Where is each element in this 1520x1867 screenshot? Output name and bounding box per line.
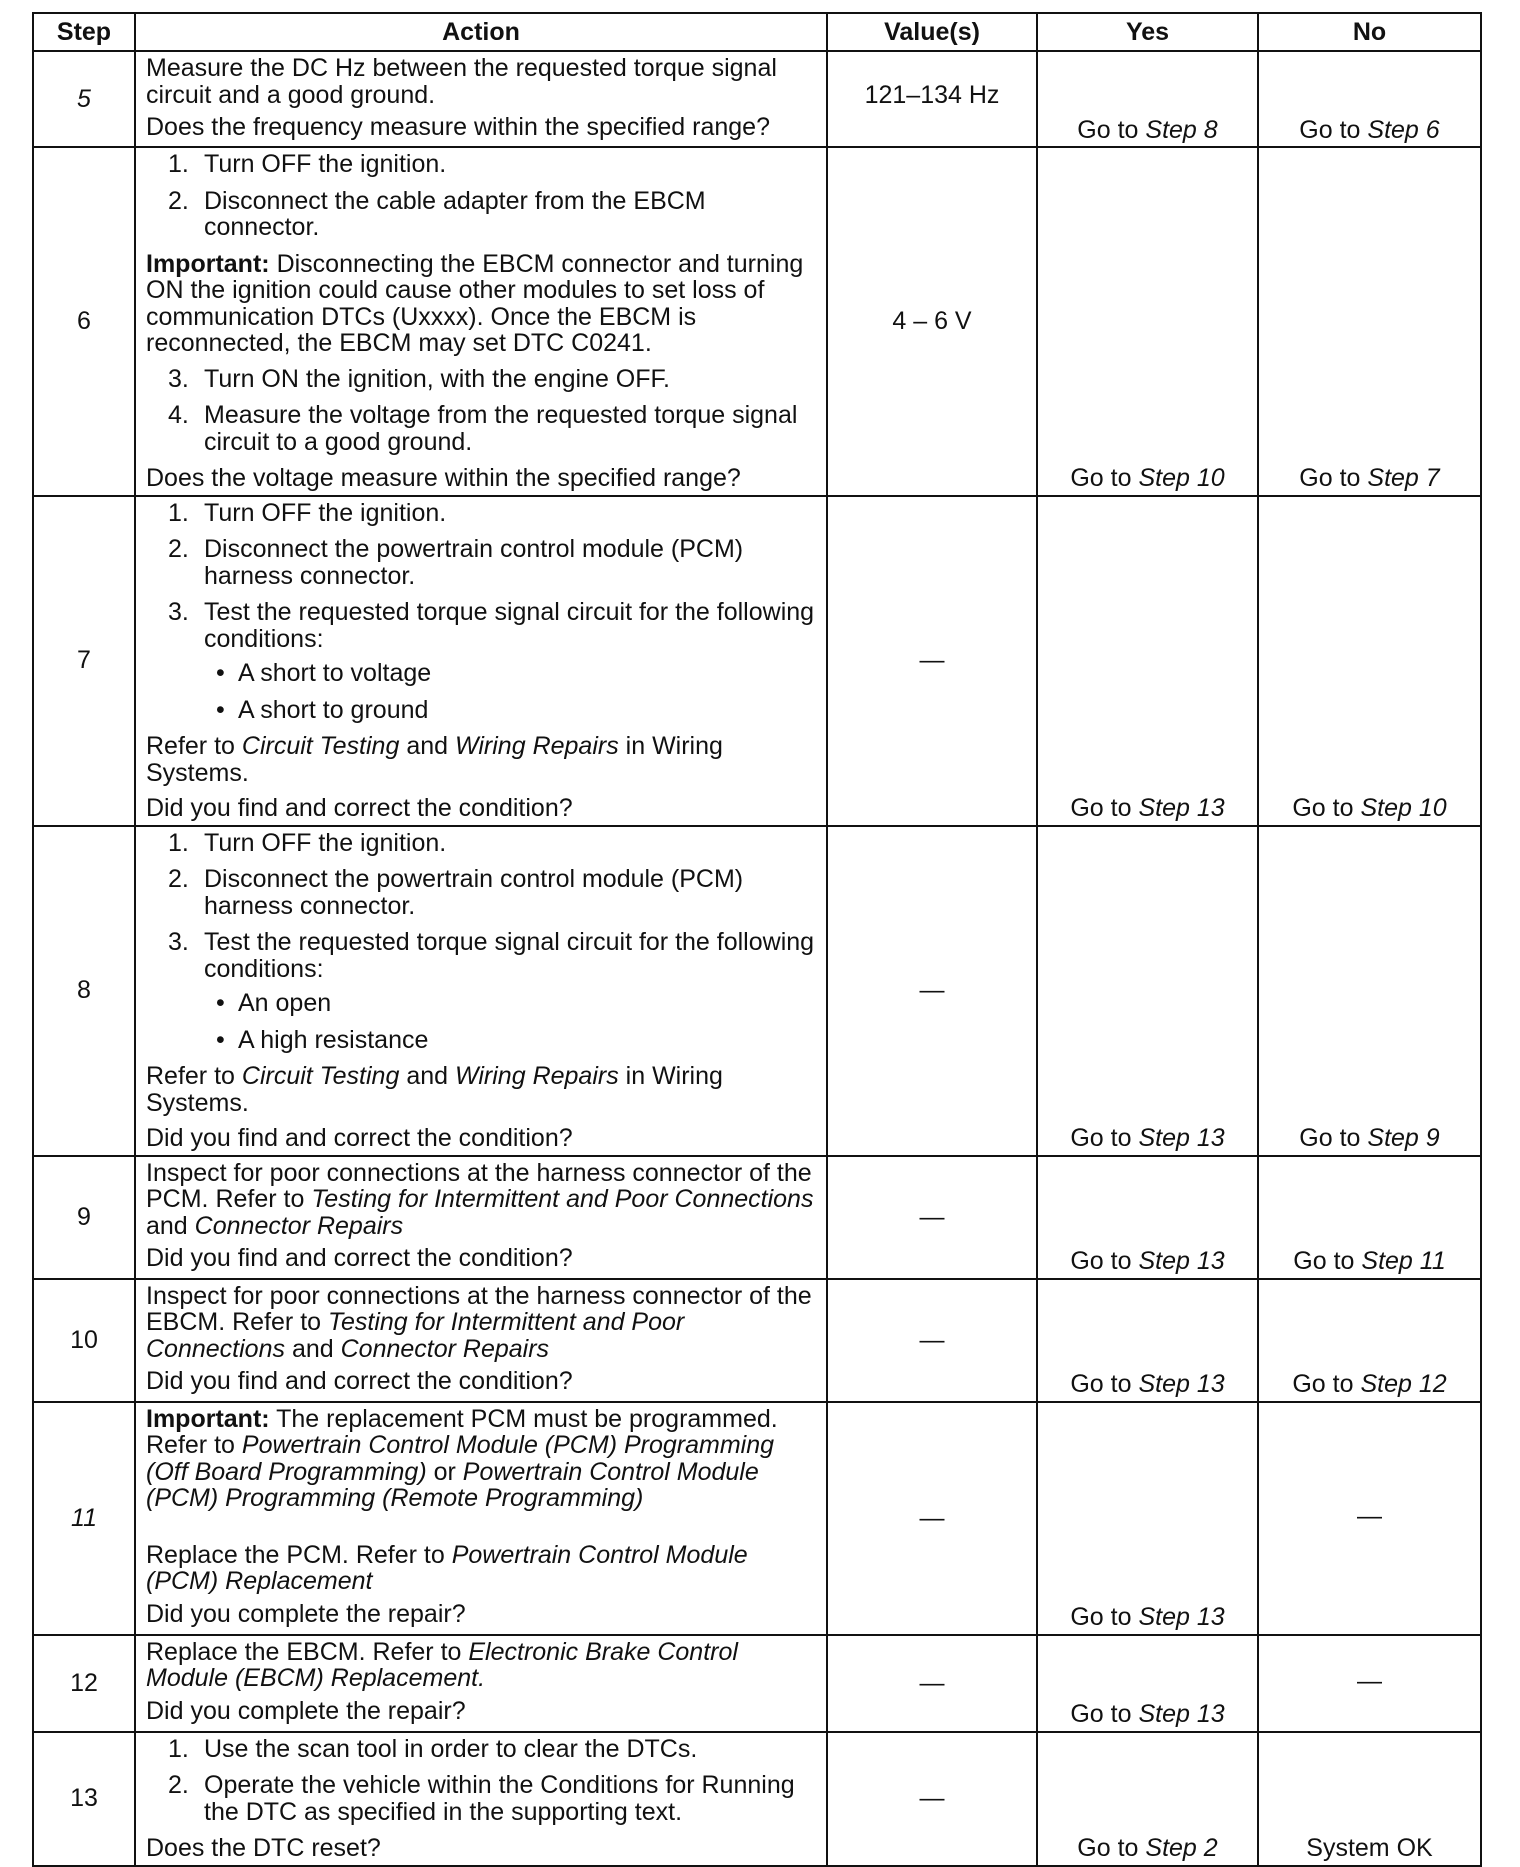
value-cell: —: [827, 1279, 1037, 1402]
list-item: • A short to ground: [216, 695, 429, 724]
value-cell: —: [827, 496, 1037, 826]
action-text: Replace the EBCM. Refer to Electronic Brake Control Module (EBCM) Replacement.: [146, 1637, 738, 1692]
action-question: Did you find and correct the condition?: [146, 1124, 573, 1152]
table-row: [33, 1156, 1481, 1279]
yes-step-link[interactable]: Step 10: [1138, 464, 1225, 492]
step-number: 11: [33, 1402, 135, 1635]
header-row: [33, 13, 1481, 51]
circuit-testing-link[interactable]: Circuit Testing: [241, 732, 400, 760]
list-item: 4. Measure the voltage from the requested torque signal circuit to a good ground.: [168, 401, 798, 456]
ebcm-replacement-link[interactable]: Electronic Brake Control Module (EBCM) Replacement.: [146, 1637, 738, 1692]
action-question: Does the frequency measure within the specified range?: [146, 113, 770, 141]
yes-step-link[interactable]: Step 2: [1145, 1834, 1218, 1862]
circuit-testing-link[interactable]: Circuit Testing: [241, 1062, 400, 1090]
yes-cell: Go to Step 10: [1037, 147, 1258, 496]
action-question: Did you find and correct the condition?: [146, 1244, 573, 1272]
no-cell: —: [1258, 1402, 1481, 1635]
list-item: • An open: [216, 989, 332, 1017]
wiring-repairs-link[interactable]: Wiring Repairs: [455, 732, 619, 760]
no-cell: Go to Step 12: [1258, 1279, 1481, 1402]
value-cell: —: [827, 1732, 1037, 1866]
list-item: 1. Turn OFF the ignition.: [168, 150, 447, 178]
action-text: Inspect for poor connections at the harness connector of the PCM. Refer to Testing for Intermittent and Poor Connections and Connector Repairs: [146, 1158, 814, 1240]
action-cell: [135, 1402, 827, 1635]
no-step-link[interactable]: Step 10: [1360, 794, 1447, 822]
go-to-label: Go to: [1299, 115, 1361, 144]
pcm-replacement-link[interactable]: Powertrain Control Module (PCM) Replacement: [146, 1540, 748, 1595]
value-cell: —: [827, 1402, 1037, 1635]
wiring-repairs-link[interactable]: Wiring Repairs: [455, 1062, 619, 1090]
no-cell: —: [1258, 1635, 1481, 1732]
list-item: 3. Turn ON the ignition, with the engine OFF.: [168, 364, 670, 393]
procedure-list: [146, 366, 818, 456]
intermittent-testing-link[interactable]: Testing for Intermittent and Poor Connections: [311, 1185, 814, 1213]
refer-text: Refer to Circuit Testing and Wiring Repairs in Wiring Systems.: [146, 1062, 723, 1117]
yes-step-link[interactable]: Step 13: [1138, 1700, 1225, 1728]
step-number: 9: [33, 1156, 135, 1279]
pcm-programming-offboard-link[interactable]: Powertrain Control Module (PCM) Programming (Off Board Programming): [146, 1431, 775, 1486]
pcm-programming-remote-link[interactable]: Powertrain Control Module (PCM) Programming (Remote Programming): [146, 1457, 759, 1512]
condition-list: [204, 660, 818, 723]
action-cell: [135, 147, 827, 496]
table-row: [33, 496, 1481, 826]
yes-cell: [1037, 51, 1258, 147]
list-item: 2. Disconnect the cable adapter from the EBCM connector.: [168, 186, 706, 241]
action-question: Does the voltage measure within the specified range?: [146, 464, 741, 492]
yes-step-link[interactable]: Step 13: [1138, 1603, 1225, 1631]
yes-step-link[interactable]: Step 13: [1138, 1370, 1225, 1398]
list-item: 2. Disconnect the powertrain control module (PCM) harness connector.: [168, 865, 744, 920]
action-question: Did you complete the repair?: [146, 1696, 466, 1725]
yes-step-link[interactable]: Step 13: [1138, 794, 1225, 822]
yes-cell: Go to Step 13: [1037, 496, 1258, 826]
no-cell: [1258, 51, 1481, 147]
replace-text: Replace the PCM. Refer to Powertrain Control Module (PCM) Replacement: [146, 1540, 748, 1595]
refer-text: Refer to Circuit Testing and Wiring Repairs in Wiring Systems.: [146, 732, 723, 787]
table-row: [33, 826, 1481, 1156]
procedure-list: [146, 151, 818, 241]
procedure-list: [146, 500, 818, 724]
list-item: • A high resistance: [216, 1025, 429, 1054]
yes-cell: Go to Step 13: [1037, 826, 1258, 1156]
yes-cell: Go to Step 2: [1037, 1732, 1258, 1866]
step-number: 5: [33, 51, 135, 147]
step-number: 8: [33, 826, 135, 1156]
list-item: 2. Disconnect the powertrain control module (PCM) harness connector.: [168, 535, 744, 590]
value-cell: 4 – 6 V: [827, 147, 1037, 496]
step-number: 13: [33, 1732, 135, 1866]
list-item: 3. Test the requested torque signal circuit for the following conditions: • A short to voltage • A short to ground: [146, 599, 818, 723]
header-values: Value(s): [827, 13, 1037, 51]
no-cell: System OK: [1258, 1732, 1481, 1866]
list-item: 2. Operate the vehicle within the Conditions for Running the DTC as specified in the supporting text.: [168, 1771, 795, 1826]
value-cell: —: [827, 826, 1037, 1156]
no-step-link[interactable]: Step 11: [1361, 1247, 1446, 1275]
action-question: Did you complete the repair?: [146, 1599, 466, 1628]
table-row: [33, 1402, 1481, 1635]
yes-step-link[interactable]: Step 8: [1145, 115, 1218, 144]
yes-step-link[interactable]: Step 13: [1138, 1247, 1225, 1275]
connector-repairs-link[interactable]: Connector Repairs: [340, 1334, 550, 1363]
action-text: Inspect for poor connections at the harness connector of the EBCM. Refer to Testing for Intermittent and Poor Connections and Connector Repairs: [146, 1281, 812, 1363]
table-row: [33, 51, 1481, 147]
yes-step-link[interactable]: Step 13: [1138, 1124, 1225, 1152]
header-action: Action: [135, 13, 827, 51]
list-item: 1. Use the scan tool in order to clear the DTCs.: [168, 1734, 698, 1763]
important-note: Important: Disconnecting the EBCM connector and turning ON the ignition could cause other modules to set loss of communication DTCs (Uxxxx). Once the EBCM is reconnected, the EBCM may set DTC C0241.: [146, 249, 804, 357]
no-step-link[interactable]: Step 6: [1367, 115, 1440, 144]
action-cell: [135, 496, 827, 826]
table-row: [33, 1279, 1481, 1402]
yes-cell: Go to Step 13: [1037, 1156, 1258, 1279]
condition-list: [204, 990, 818, 1053]
go-to-label: Go to: [1077, 115, 1139, 144]
action-text: Measure the DC Hz between the requested torque signal circuit and a good ground.: [146, 54, 777, 109]
intermittent-testing-link[interactable]: Testing for Intermittent and Poor Connections: [146, 1308, 685, 1363]
table-row: [33, 1732, 1481, 1866]
no-step-link[interactable]: Step 7: [1367, 464, 1440, 492]
action-question: Did you find and correct the condition?: [146, 1367, 573, 1395]
no-step-link[interactable]: Step 9: [1367, 1124, 1440, 1152]
no-cell: Go to Step 9: [1258, 826, 1481, 1156]
step-number: 6: [33, 147, 135, 496]
action-cell: [135, 1156, 827, 1279]
action-cell: [135, 1635, 827, 1732]
step-number: 7: [33, 496, 135, 826]
action-question: Does the DTC reset?: [146, 1834, 381, 1862]
step-number: 10: [33, 1279, 135, 1402]
action-question: Did you find and correct the condition?: [146, 794, 573, 822]
header-no: No: [1258, 13, 1481, 51]
value-cell: —: [827, 1635, 1037, 1732]
table-row: [33, 147, 1481, 496]
list-item: • A short to voltage: [216, 659, 432, 687]
list-item: 1. Turn OFF the ignition.: [168, 498, 447, 527]
no-cell: Go to Step 7: [1258, 147, 1481, 496]
yes-cell: Go to Step 13: [1037, 1402, 1258, 1635]
action-cell: [135, 1279, 827, 1402]
procedure-list: [146, 1736, 818, 1826]
value-cell: —: [827, 1156, 1037, 1279]
no-step-link[interactable]: Step 12: [1360, 1370, 1447, 1398]
action-cell: [135, 51, 827, 147]
no-cell: Go to Step 11: [1258, 1156, 1481, 1279]
list-item: 1. Turn OFF the ignition.: [168, 828, 447, 857]
table-row: [33, 1635, 1481, 1732]
procedure-list: [146, 830, 818, 1054]
step-number: 12: [33, 1635, 135, 1732]
connector-repairs-link[interactable]: Connector Repairs: [194, 1211, 404, 1240]
no-cell: Go to Step 10: [1258, 496, 1481, 826]
header-yes: Yes: [1037, 13, 1258, 51]
list-item: 3. Test the requested torque signal circuit for the following conditions: • An open • A high resistance: [146, 929, 818, 1053]
action-cell: [135, 1732, 827, 1866]
action-cell: [135, 826, 827, 1156]
yes-cell: Go to Step 13: [1037, 1279, 1258, 1402]
diagnostic-table: [32, 12, 1482, 1867]
yes-cell: Go to Step 13: [1037, 1635, 1258, 1732]
header-step: Step: [33, 13, 135, 51]
important-note: Important: The replacement PCM must be programmed. Refer to Powertrain Control Module (PCM) Programming (Off Board Programming) or Powertrain Control Module (PCM) Programming (Remote Programming): [146, 1404, 778, 1512]
value-cell: 121–134 Hz: [827, 51, 1037, 147]
